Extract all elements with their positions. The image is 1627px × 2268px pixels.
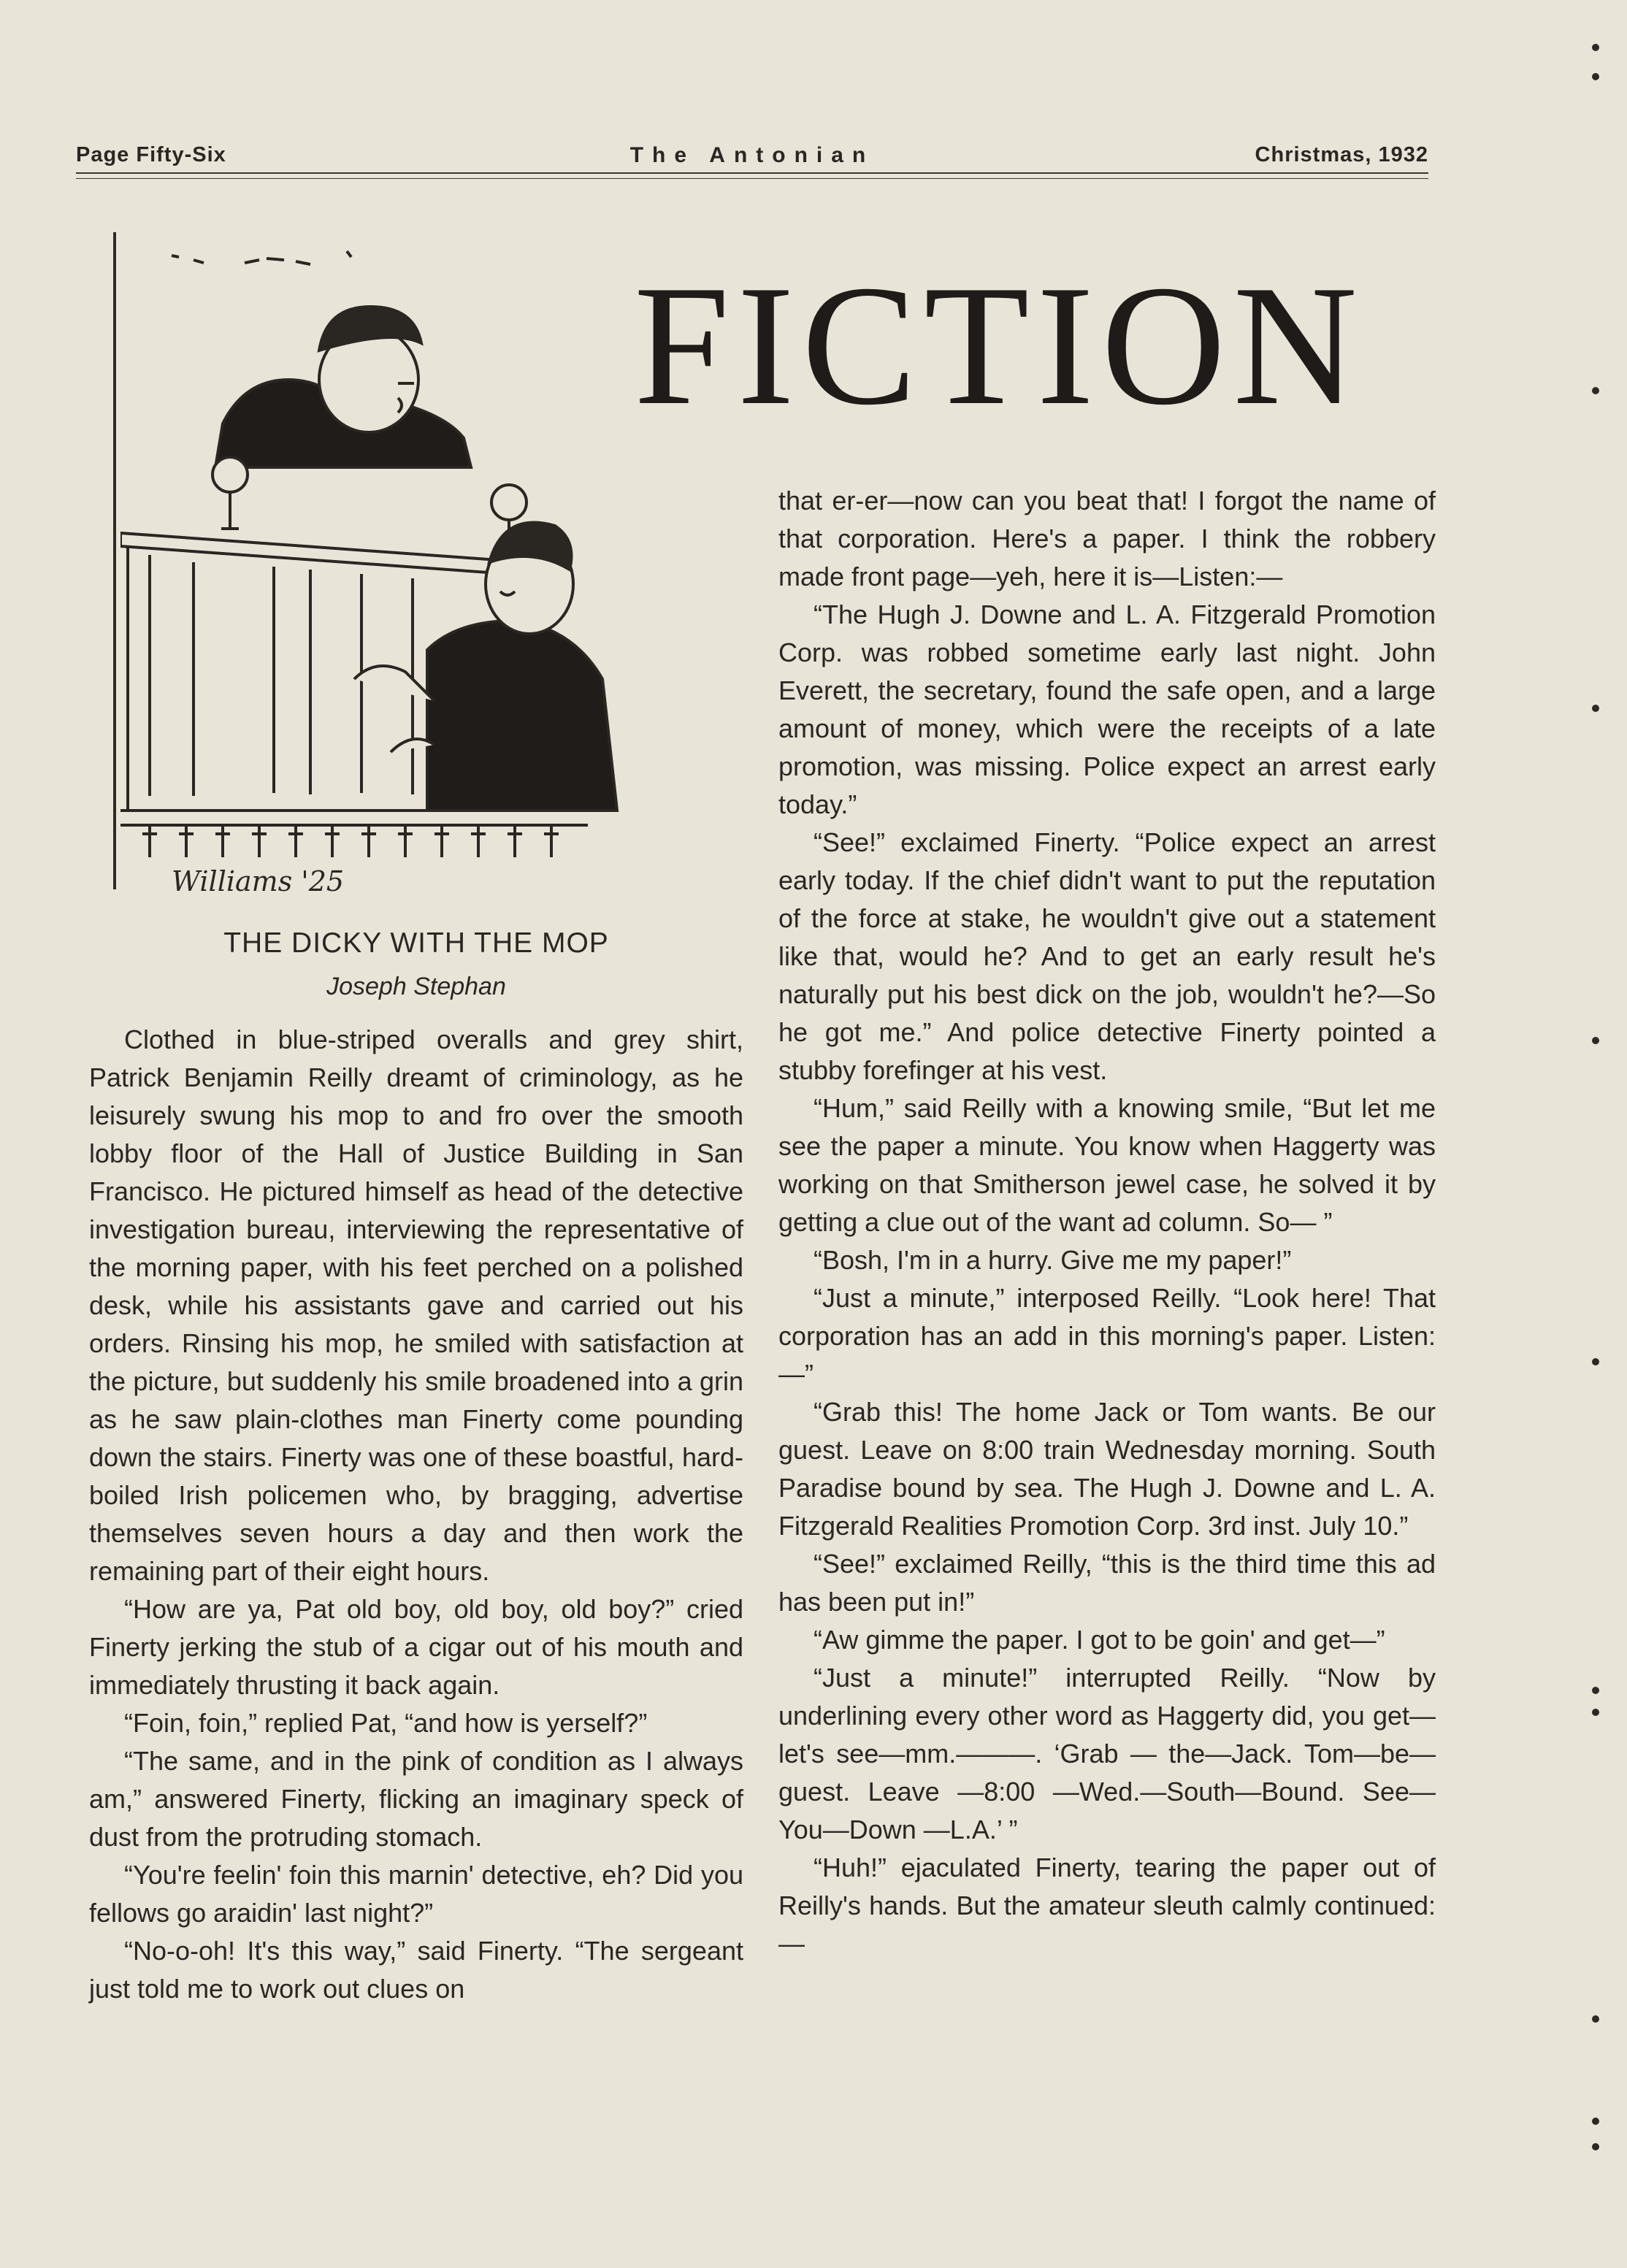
- paragraph: “The Hugh J. Downe and L. A. Fitzgerald Promotion Corp. was robbed sometime early last night. John Everett, the secretary, found the safe open, and a large amount of money, which were the receipts of a late promotion, was missing. Police expect an arrest early today.”: [778, 599, 1436, 819]
- paragraph: “No-o-oh! It's this way,” said Finerty. “The sergeant just told me to work out clues on: [89, 1936, 743, 2004]
- header-rule: [76, 172, 1428, 174]
- paragraph: that er-er—now can you beat that! I forgot the name of that corporation. Here's a paper. I think the robbery made front page—yeh, here it is—Listen:—: [778, 486, 1436, 591]
- paragraph: Clothed in blue-striped overalls and grey shirt, Patrick Benjamin Reilly dreamt of criminology, as he leisurely swung his mop to and fro over the smooth lobby floor of the Hall of Justice Building in San Francisco. He pictured himself as head of the detective investigation bureau, interviewing the representative of the morning paper, with his feet perched on a polished desk, while his assistants gave and carried out his orders. Rinsing his mop, he smiled with satisfaction at the picture, but suddenly his smile broadened into a grin as he saw plain-clothes man Finerty come pounding down the stairs. Finerty was one of these boastful, hard-boiled Irish policemen who, by bragging, advertise themselves seven hours a day and then work the remaining part of their eight hours.: [89, 1024, 743, 1586]
- paragraph: “Foin, foin,” replied Pat, “and how is yerself?”: [124, 1708, 648, 1738]
- illustration-signature: Williams '25: [172, 865, 345, 897]
- paragraph: “Grab this! The home Jack or Tom wants. Be our guest. Leave on 8:00 train Wednesday morning. South Paradise bound by sea. The Hugh J. Downe and L. A. Fitzgerald Realities Promotion Corp. 3rd inst. July 10.”: [778, 1397, 1436, 1541]
- paragraph: “How are ya, Pat old boy, old boy, old boy?” cried Finerty jerking the stub of a cigar out of his mouth and immediately thrusting it back again.: [89, 1594, 743, 1700]
- paragraph: “Just a minute,” interposed Reilly. “Look here! That corporation has an add in this morning's paper. Listen:—”: [778, 1283, 1436, 1389]
- right-column: [778, 482, 1436, 1963]
- issue-date: Christmas, 1932: [1255, 143, 1428, 166]
- paragraph: “Hum,” said Reilly with a knowing smile, “But let me see the paper a minute. You know when Haggerty was working on that Smitherson jewel case, he solved it by getting a clue out of the want ad column. So— ”: [778, 1093, 1436, 1237]
- paragraph: “Huh!” ejaculated Finerty, tearing the paper out of Reilly's hands. But the amateur sleuth calmly continued:—: [778, 1853, 1436, 1958]
- page-number: Page Fifty-Six: [76, 143, 226, 166]
- paragraph: “See!” exclaimed Finerty. “Police expect an arrest early today. If the chief didn't want to put the reputation of the force at stake, he wouldn't give out a statement like that, would he? And to get an early result he's naturally put his best dick on the job, wouldn't he?—So he got me.” And police detective Finerty pointed a stubby forefinger at his vest.: [778, 827, 1436, 1085]
- paragraph: “You're feelin' foin this marnin' detective, eh? Did you fellows go araidin' last night?”: [89, 1860, 743, 1928]
- story-author: Joseph Stephan: [326, 973, 506, 1000]
- section-title: FICTION: [634, 250, 1365, 441]
- story-title: THE DICKY WITH THE MOP: [223, 927, 609, 959]
- paragraph: “The same, and in the pink of condition as I always am,” answered Finerty, flicking an imaginary speck of dust from the protruding stomach.: [89, 1746, 743, 1852]
- publication-name: The Antonian: [629, 143, 875, 167]
- paragraph: “See!” exclaimed Reilly, “this is the third time this ad has been put in!”: [778, 1549, 1436, 1617]
- paragraph: “Aw gimme the paper. I got to be goin' and get—”: [814, 1625, 1385, 1655]
- illustration-border: [113, 232, 116, 889]
- binding-holes: [1585, 0, 1614, 2268]
- paragraph: “Just a minute!” interrupted Reilly. “Now by underlining every other word as Haggerty did, you get— let's see—mm.———. ‘Grab — the—Jack. Tom—be—guest. Leave —8:00 —Wed.—South—Bound. See—You—Down —L.A.’ ”: [778, 1663, 1436, 1844]
- left-column: [89, 1021, 743, 2008]
- page-header: [76, 143, 1428, 172]
- paragraph: “Bosh, I'm in a hurry. Give me my paper!”: [814, 1245, 1292, 1275]
- header-rule-thin: [76, 178, 1428, 179]
